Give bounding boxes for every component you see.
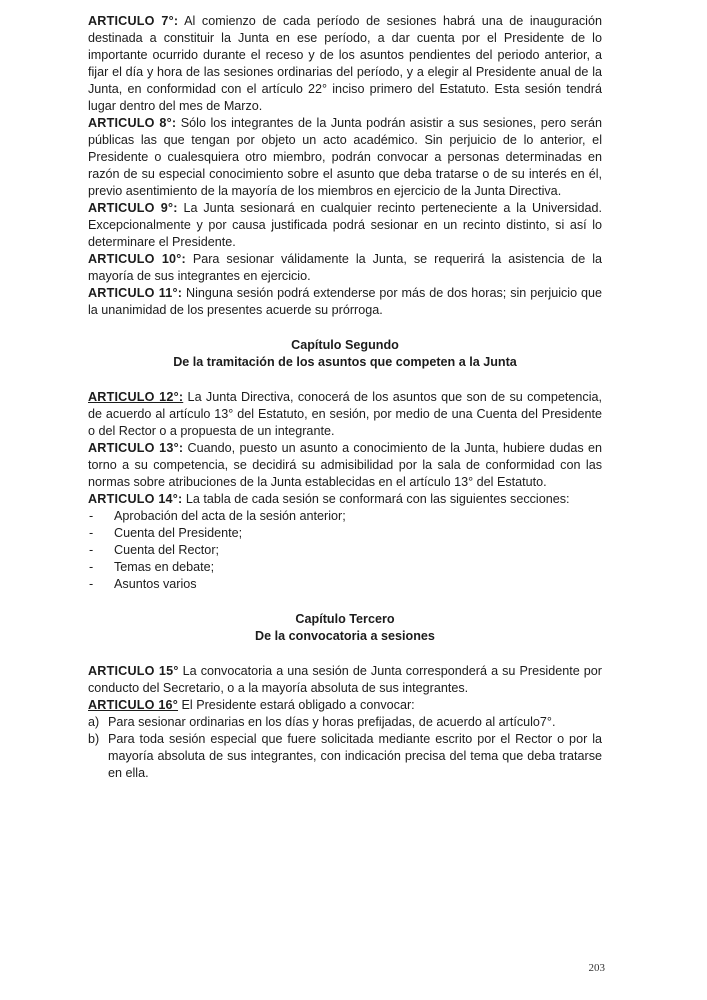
list-item: - Temas en debate; <box>88 559 602 576</box>
article-text: La convocatoria a una sesión de Junta corresponderá a su Presidente por conducto del Secretario, o a la mayoría absoluta de sus integrantes. <box>88 664 602 695</box>
list-item: - Asuntos varios <box>88 576 602 593</box>
list-item <box>88 714 602 731</box>
article-12 <box>88 389 602 440</box>
article-title: ARTICULO 14°: <box>88 492 183 506</box>
list-item-text: Para toda sesión especial que fuere solicitada mediante escrito por el Rector o por la mayoría absoluta de sus integrantes, con indicación precisa del tema que deba tratarse en ella. <box>108 732 602 780</box>
article-text: Para sesionar válidamente la Junta, se requerirá la asistencia de la mayoría de sus integrantes en ejercicio. <box>88 252 602 283</box>
article-title: ARTICULO 7°: <box>88 14 179 28</box>
article-8 <box>88 115 602 200</box>
list-item <box>88 731 602 782</box>
article-title: ARTICULO 9°: <box>88 201 178 215</box>
article-13 <box>88 440 602 491</box>
chapter-3-subtitle: De la convocatoria a sesiones <box>255 629 435 643</box>
list-item: - Cuenta del Presidente; <box>88 525 602 542</box>
document-page <box>88 13 602 782</box>
chapter-2-title: Capítulo Segundo <box>291 338 399 352</box>
chapter-3-title: Capítulo Tercero <box>295 612 395 626</box>
article-title: ARTICULO 15° <box>88 664 179 678</box>
article-11 <box>88 285 602 319</box>
list-item: - Aprobación del acta de la sesión anterior; <box>88 508 602 525</box>
article-title: ARTICULO 8°: <box>88 116 177 130</box>
article-text: Sólo los integrantes de la Junta podrán asistir a sus sesiones, pero serán públicas las que tengan por objeto un acto académico. Sin perjuicio de lo anterior, el Presidente o cualesquiera otro miembro, podrán convocar a personas determinadas en razón de su especial conocimiento sobre el asunto que deba tratarse o de su interés en él, previo asentimiento de la mayoría de los miembros en ejercicio de la Junta Directiva. <box>88 116 602 198</box>
chapter-2-subtitle: De la tramitación de los asuntos que competen a la Junta <box>173 355 517 369</box>
article-15 <box>88 663 602 697</box>
article-text: Al comienzo de cada período de sesiones habrá una de inauguración destinada a constituir la Junta en ese período, a dar cuenta por el Presidente de lo importante ocurrido durante el receso y de los asuntos pendientes del periodo anterior, a fijar el día y hora de las sesiones ordinarias del período, y a elegir al Presidente anual de la Junta, en conformidad con el artículo 22° inciso primero del Estatuto. Esta sesión tendrá lugar dentro del mes de Marzo. <box>88 14 602 113</box>
article-text: El Presidente estará obligado a convocar: <box>178 698 415 712</box>
article-title: ARTICULO 11°: <box>88 286 183 300</box>
article-text: La Junta sesionará en cualquier recinto perteneciente a la Universidad. Excepcionalmente y por causa justificada podrá sesionar en un recinto distinto, si así lo determinare el Presidente. <box>88 201 602 249</box>
article-title: ARTICULO 16° <box>88 698 179 712</box>
article-14 <box>88 491 602 508</box>
article-title: ARTICULO 10°: <box>88 252 186 266</box>
article-text: Ninguna sesión podrá extenderse por más de dos horas; sin perjuicio que la unanimidad de los presentes acuerde su prórroga. <box>88 286 602 317</box>
article-16 <box>88 697 602 714</box>
list-item: - Cuenta del Rector; <box>88 542 602 559</box>
list-marker: a) <box>88 715 100 729</box>
article-7 <box>88 13 602 115</box>
article-text: La Junta Directiva, conocerá de los asuntos que son de su competencia, de acuerdo al artículo 13° del Estatuto, en sesión, por medio de una Cuenta del Presidente o del Rector o a propuesta de un integrante. <box>88 390 602 438</box>
article-9 <box>88 200 602 251</box>
article-10 <box>88 251 602 285</box>
convocation-cases-list <box>88 714 602 782</box>
session-sections-list <box>88 508 602 593</box>
article-title: ARTICULO 13°: <box>88 441 184 455</box>
page-number: 203 <box>588 962 605 974</box>
list-item-text: Para sesionar ordinarias en los días y horas prefijadas, de acuerdo al artículo7°. <box>108 715 556 729</box>
article-text: La tabla de cada sesión se conformará con las siguientes secciones: <box>182 492 570 506</box>
article-text: Cuando, puesto un asunto a conocimiento de la Junta, hubiere dudas en torno a su competencia, se decidirá su admisibilidad por la sala de conformidad con las normas sobre atribuciones de la Junta establecidas en el artículo 13° del Estatuto. <box>88 441 602 489</box>
article-title: ARTICULO 12°: <box>88 390 184 404</box>
list-marker: b) <box>88 732 100 746</box>
